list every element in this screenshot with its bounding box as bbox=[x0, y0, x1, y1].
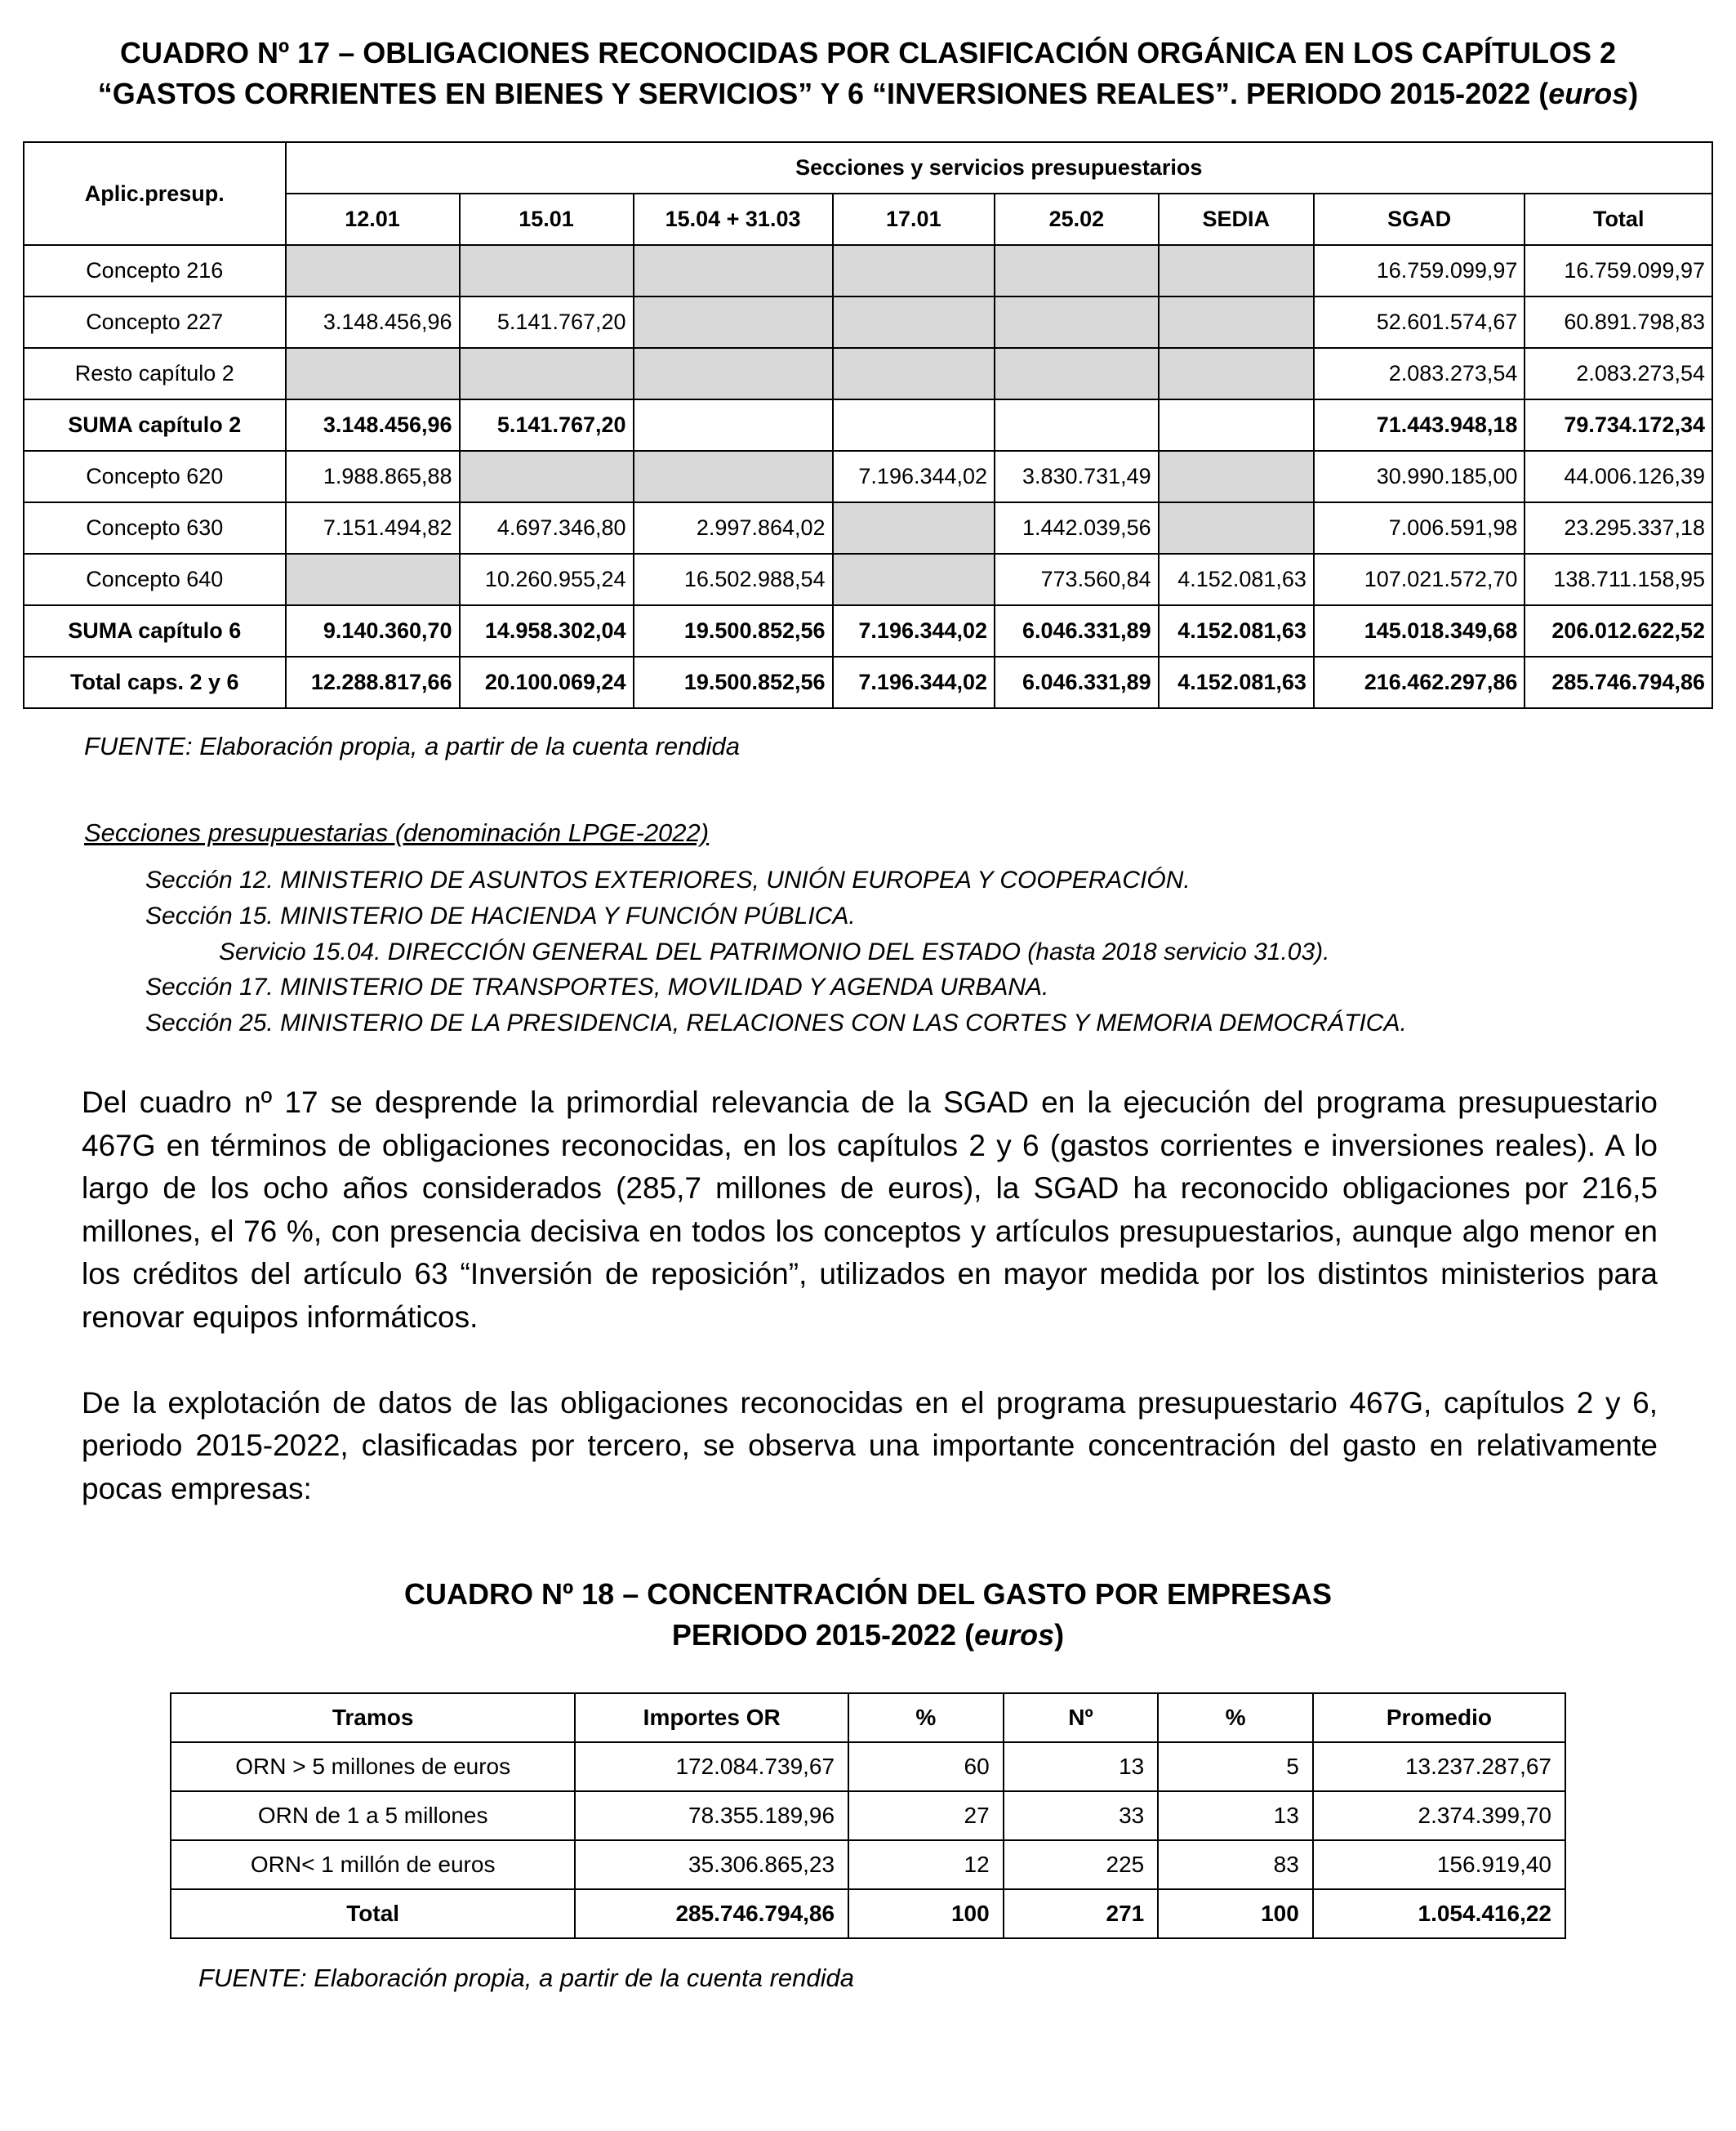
value-cell: 12.288.817,66 bbox=[286, 657, 460, 708]
value-cell: 16.759.099,97 bbox=[1525, 245, 1712, 296]
cuadro17-title-euros: euros bbox=[1548, 76, 1629, 110]
value-cell: 13.237.287,67 bbox=[1313, 1742, 1565, 1791]
value-cell: 4.152.081,63 bbox=[1159, 554, 1314, 605]
value-cell: 33 bbox=[1004, 1791, 1159, 1840]
empty-cell bbox=[833, 245, 995, 296]
empty-cell bbox=[995, 399, 1159, 451]
cuadro17-body bbox=[24, 245, 1712, 708]
table-row bbox=[171, 1840, 1565, 1889]
value-cell: 172.084.739,67 bbox=[575, 1742, 848, 1791]
empty-cell bbox=[995, 245, 1159, 296]
value-cell: 1.988.865,88 bbox=[286, 451, 460, 502]
value-cell: 30.990.185,00 bbox=[1314, 451, 1525, 502]
cuadro18-col-header-pct-numero: % bbox=[1158, 1693, 1313, 1742]
row-label: Concepto 620 bbox=[24, 451, 286, 502]
row-label: Concepto 630 bbox=[24, 502, 286, 554]
value-cell: 6.046.331,89 bbox=[995, 657, 1159, 708]
cuadro18-title-euros: euros bbox=[974, 1618, 1055, 1652]
row-label: SUMA capítulo 2 bbox=[24, 399, 286, 451]
value-cell: 7.151.494,82 bbox=[286, 502, 460, 554]
cuadro17-corner-header: Aplic.presup. bbox=[24, 142, 286, 245]
value-cell: 13 bbox=[1158, 1791, 1313, 1840]
value-cell: 2.083.273,54 bbox=[1314, 348, 1525, 399]
cuadro17-title-text: CUADRO Nº 17 – OBLIGACIONES RECONOCIDAS POR CLASIFICACIÓN ORGÁNICA EN LOS CAPÍTULOS 2 “GASTOS CORRIENTES EN BIENES Y SERVICIOS” Y 6 “INVERSIONES REALES”. PERIODO 2015-2022 ( bbox=[97, 36, 1616, 110]
empty-cell bbox=[286, 348, 460, 399]
value-cell: 35.306.865,23 bbox=[575, 1840, 848, 1889]
value-cell: 60 bbox=[848, 1742, 1004, 1791]
value-cell: 5.141.767,20 bbox=[460, 296, 634, 348]
value-cell: 5 bbox=[1158, 1742, 1313, 1791]
value-cell: 2.083.273,54 bbox=[1525, 348, 1712, 399]
value-cell: 16.759.099,97 bbox=[1314, 245, 1525, 296]
row-label: ORN< 1 millón de euros bbox=[171, 1840, 575, 1889]
value-cell: 3.148.456,96 bbox=[286, 399, 460, 451]
cuadro18-col-header-importes: Importes OR bbox=[575, 1693, 848, 1742]
value-cell: 23.295.337,18 bbox=[1525, 502, 1712, 554]
value-cell: 83 bbox=[1158, 1840, 1313, 1889]
value-cell: 10.260.955,24 bbox=[460, 554, 634, 605]
value-cell: 4.152.081,63 bbox=[1159, 657, 1314, 708]
table-row bbox=[171, 1791, 1565, 1840]
cuadro18-col-header-promedio: Promedio bbox=[1313, 1693, 1565, 1742]
cuadro17-header-row-group bbox=[24, 142, 1712, 194]
empty-cell bbox=[995, 348, 1159, 399]
cuadro17-header bbox=[24, 142, 1712, 245]
value-cell: 20.100.069,24 bbox=[460, 657, 634, 708]
empty-cell bbox=[634, 296, 833, 348]
cuadro17-col-header-sgad: SGAD bbox=[1314, 194, 1525, 245]
row-label: Total bbox=[171, 1889, 575, 1938]
value-cell: 44.006.126,39 bbox=[1525, 451, 1712, 502]
section-note-25: Sección 25. MINISTERIO DE LA PRESIDENCIA, RELACIONES CON LAS CORTES Y MEMORIA DEMOCRÁTICA. bbox=[145, 1009, 1407, 1037]
table-row bbox=[171, 1742, 1565, 1791]
table-row bbox=[24, 502, 1712, 554]
value-cell: 4.697.346,80 bbox=[460, 502, 634, 554]
value-cell: 225 bbox=[1004, 1840, 1159, 1889]
row-label: Total caps. 2 y 6 bbox=[24, 657, 286, 708]
empty-cell bbox=[460, 348, 634, 399]
table-row bbox=[24, 657, 1712, 708]
value-cell: 19.500.852,56 bbox=[634, 657, 833, 708]
cuadro17-group-header: Secciones y servicios presupuestarios bbox=[286, 142, 1712, 194]
cuadro18-col-header-numero: Nº bbox=[1004, 1693, 1159, 1742]
value-cell: 7.196.344,02 bbox=[833, 451, 995, 502]
cuadro18-col-header-tramos: Tramos bbox=[171, 1693, 575, 1742]
cuadro17-title-close: ) bbox=[1628, 76, 1639, 110]
empty-cell bbox=[1159, 502, 1314, 554]
table-row bbox=[24, 451, 1712, 502]
cuadro18-title-line1: CUADRO Nº 18 – CONCENTRACIÓN DEL GASTO POR EMPRESAS bbox=[404, 1577, 1332, 1612]
value-cell: 1.054.416,22 bbox=[1313, 1889, 1565, 1938]
table-row bbox=[24, 348, 1712, 399]
value-cell: 107.021.572,70 bbox=[1314, 554, 1525, 605]
cuadro17-col-header-25-02: 25.02 bbox=[995, 194, 1159, 245]
empty-cell bbox=[1159, 348, 1314, 399]
value-cell: 19.500.852,56 bbox=[634, 605, 833, 657]
value-cell: 5.141.767,20 bbox=[460, 399, 634, 451]
empty-cell bbox=[634, 399, 833, 451]
value-cell: 3.148.456,96 bbox=[286, 296, 460, 348]
cuadro17-source: FUENTE: Elaboración propia, a partir de la cuenta rendida bbox=[84, 732, 740, 761]
cuadro18-title-close: ) bbox=[1054, 1618, 1065, 1652]
table-row bbox=[24, 296, 1712, 348]
value-cell: 3.830.731,49 bbox=[995, 451, 1159, 502]
value-cell: 285.746.794,86 bbox=[1525, 657, 1712, 708]
cuadro18-title-line2: PERIODO 2015-2022 ( bbox=[671, 1618, 975, 1652]
empty-cell bbox=[833, 296, 995, 348]
table-row bbox=[24, 554, 1712, 605]
cuadro17-col-header-17-01: 17.01 bbox=[833, 194, 995, 245]
value-cell: 14.958.302,04 bbox=[460, 605, 634, 657]
value-cell: 7.196.344,02 bbox=[833, 605, 995, 657]
row-label: ORN de 1 a 5 millones bbox=[171, 1791, 575, 1840]
cuadro18-source: FUENTE: Elaboración propia, a partir de la cuenta rendida bbox=[198, 1963, 854, 1992]
cuadro18-body bbox=[171, 1742, 1565, 1938]
empty-cell bbox=[1159, 245, 1314, 296]
value-cell: 78.355.189,96 bbox=[575, 1791, 848, 1840]
value-cell: 7.196.344,02 bbox=[833, 657, 995, 708]
value-cell: 285.746.794,86 bbox=[575, 1889, 848, 1938]
value-cell: 206.012.622,52 bbox=[1525, 605, 1712, 657]
empty-cell bbox=[460, 451, 634, 502]
sections-list bbox=[23, 864, 1713, 1039]
row-label: Resto capítulo 2 bbox=[24, 348, 286, 399]
row-label: Concepto 216 bbox=[24, 245, 286, 296]
table-row bbox=[24, 399, 1712, 451]
empty-cell bbox=[286, 554, 460, 605]
cuadro18-header bbox=[171, 1693, 1565, 1742]
empty-cell bbox=[833, 554, 995, 605]
value-cell: 100 bbox=[1158, 1889, 1313, 1938]
cuadro18-title bbox=[23, 1574, 1713, 1656]
table-row bbox=[24, 605, 1712, 657]
value-cell: 71.443.948,18 bbox=[1314, 399, 1525, 451]
value-cell: 7.006.591,98 bbox=[1314, 502, 1525, 554]
paragraph-concentration-intro: De la explotación de datos de las obligaciones reconocidas en el programa presupuestario 467G, capítulos 2 y 6, periodo 2015-2022, clasificadas por tercero, se observa una importante concentración del gasto en relativamente pocas empresas: bbox=[82, 1385, 1658, 1505]
section-note-15-04: Servicio 15.04. DIRECCIÓN GENERAL DEL PATRIMONIO DEL ESTADO (hasta 2018 servicio 31.03). bbox=[219, 938, 1330, 965]
value-cell: 773.560,84 bbox=[995, 554, 1159, 605]
empty-cell bbox=[1159, 399, 1314, 451]
value-cell: 100 bbox=[848, 1889, 1004, 1938]
value-cell: 2.374.399,70 bbox=[1313, 1791, 1565, 1840]
empty-cell bbox=[1159, 296, 1314, 348]
value-cell: 52.601.574,67 bbox=[1314, 296, 1525, 348]
section-note-12: Sección 12. MINISTERIO DE ASUNTOS EXTERIORES, UNIÓN EUROPEA Y COOPERACIÓN. bbox=[145, 867, 1191, 894]
paragraph-analysis-sgad: Del cuadro nº 17 se desprende la primordial relevancia de la SGAD en la ejecución del programa presupuestario 467G en términos de obligaciones reconocidas, en los capítulos 2 y 6 (gastos corrientes e inversiones reales). A lo largo de los ocho años considerados (285,7 millones de euros), la SGAD ha reconocido obligaciones por 216,5 millones, el 76 %, con presencia decisiva en todos los conceptos y artículos presupuestarios, aunque algo menor en los créditos del artículo 63 “Inversión de reposición”, utilizados en mayor medida por los distintos ministerios para renovar equipos informáticos. bbox=[82, 1086, 1658, 1334]
value-cell: 156.919,40 bbox=[1313, 1840, 1565, 1889]
table-row bbox=[171, 1889, 1565, 1938]
value-cell: 4.152.081,63 bbox=[1159, 605, 1314, 657]
value-cell: 1.442.039,56 bbox=[995, 502, 1159, 554]
cuadro17-col-header-sedia: SEDIA bbox=[1159, 194, 1314, 245]
empty-cell bbox=[995, 296, 1159, 348]
empty-cell bbox=[634, 348, 833, 399]
value-cell: 27 bbox=[848, 1791, 1004, 1840]
cuadro17-col-header-12-01: 12.01 bbox=[286, 194, 460, 245]
value-cell: 2.997.864,02 bbox=[634, 502, 833, 554]
cuadro17-col-header-15-04-31-03: 15.04 + 31.03 bbox=[634, 194, 833, 245]
value-cell: 16.502.988,54 bbox=[634, 554, 833, 605]
value-cell: 216.462.297,86 bbox=[1314, 657, 1525, 708]
empty-cell bbox=[634, 245, 833, 296]
value-cell: 6.046.331,89 bbox=[995, 605, 1159, 657]
value-cell: 60.891.798,83 bbox=[1525, 296, 1712, 348]
empty-cell bbox=[833, 348, 995, 399]
row-label: Concepto 640 bbox=[24, 554, 286, 605]
empty-cell bbox=[460, 245, 634, 296]
value-cell: 12 bbox=[848, 1840, 1004, 1889]
value-cell: 271 bbox=[1004, 1889, 1159, 1938]
section-note-17: Sección 17. MINISTERIO DE TRANSPORTES, MOVILIDAD Y AGENDA URBANA. bbox=[145, 974, 1049, 1001]
row-label: SUMA capítulo 6 bbox=[24, 605, 286, 657]
row-label: ORN > 5 millones de euros bbox=[171, 1742, 575, 1791]
empty-cell bbox=[833, 502, 995, 554]
value-cell: 145.018.349,68 bbox=[1314, 605, 1525, 657]
cuadro17-title bbox=[88, 33, 1648, 114]
empty-cell bbox=[1159, 451, 1314, 502]
value-cell: 138.711.158,95 bbox=[1525, 554, 1712, 605]
cuadro17-table bbox=[23, 141, 1713, 709]
cuadro18-col-header-pct-importes: % bbox=[848, 1693, 1004, 1742]
value-cell: 9.140.360,70 bbox=[286, 605, 460, 657]
cuadro18-table bbox=[170, 1692, 1566, 1939]
row-label: Concepto 227 bbox=[24, 296, 286, 348]
value-cell: 79.734.172,34 bbox=[1525, 399, 1712, 451]
value-cell: 13 bbox=[1004, 1742, 1159, 1791]
empty-cell bbox=[286, 245, 460, 296]
cuadro18-header-row bbox=[171, 1693, 1565, 1742]
empty-cell bbox=[634, 451, 833, 502]
cuadro17-col-header-15-01: 15.01 bbox=[460, 194, 634, 245]
sections-heading: Secciones presupuestarias (denominación LPGE-2022) bbox=[84, 818, 710, 848]
table-row bbox=[24, 245, 1712, 296]
section-note-15: Sección 15. MINISTERIO DE HACIENDA Y FUNCIÓN PÚBLICA. bbox=[145, 902, 856, 930]
cuadro17-col-header-total: Total bbox=[1525, 194, 1712, 245]
empty-cell bbox=[833, 399, 995, 451]
